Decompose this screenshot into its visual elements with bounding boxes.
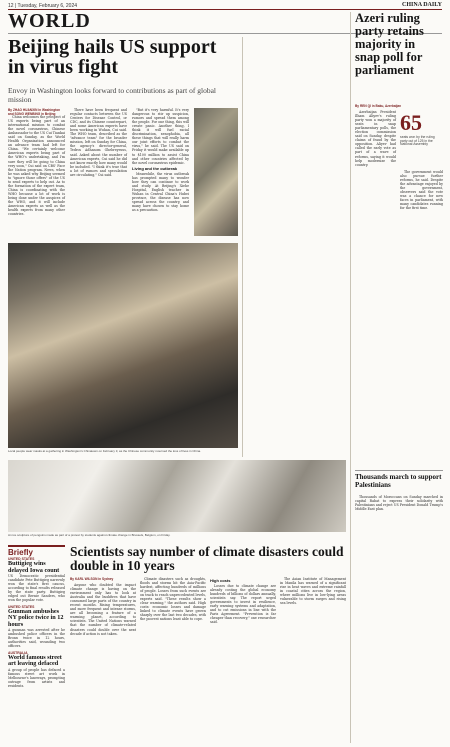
sidebar-byline: By REN QI in Baku, Azerbaijan	[355, 104, 402, 108]
briefly-kicker-1: UNITED STATES	[8, 557, 35, 561]
feature-byline: By KARL WILSON in Sydney	[70, 577, 114, 581]
briefly-body-2: A gunman was arrested after he ambushed police officers in the Bronx twice in 12 hours, authorities said, wounding two officers.	[8, 628, 65, 649]
feature-col-1: Anyone who doubted the impact climate change is having on the environment only has to look at Australia and the bushfires that have consumed large parts of the country in recent months. Rising temperatures, and more frequent and intense storms, are all becoming a feature of a warming planet, according to scientists. The United Nations warned that the number of climate-related disasters could double over the next decade if action is not taken.	[70, 583, 136, 636]
lead-col-1: China welcomes the prospect of US experts being part of an international mission to combat the novel coronavirus, Chinese Ambassador to the US Cui Tiankai said on Sunday, as the World Health Organization announced an advance team had left for China. "We certainly welcome American experts being part of the WHO's undertaking, and I'm sure they will be going to China very soon," Cui said on CBS' Face the Nation program. News, when he was asked why Beijing seemed to "ignore those offers" of the US to send experts to help out. As to the formation of the expert team, China is coordinating with the WHO because a lot of work is being done under the auspices of the WHO, and it will include American experts as well as the health experts from many other countries.	[8, 115, 65, 217]
briefly-box	[8, 545, 65, 745]
briefly-headline-2: Gunman ambushes NY police twice in 12 hours	[8, 607, 64, 628]
lead-headline: Beijing hails US support in virus fight	[8, 36, 217, 78]
lead-photo-side	[194, 108, 238, 236]
briefly-title: Briefly	[8, 548, 33, 557]
briefly-kicker-3: AUSTRALIA	[8, 650, 28, 655]
briefly-body-3: A group of people has defaced a famous street art work in Melbourne's laneways, prompting outrage from artists and residents.	[8, 667, 65, 688]
sidebar-divider	[350, 12, 351, 743]
lead-photo-caption: Local people wear masks at a gathering in Washington's Chinatown on February 3, as the Chinese community mourned the loss of lives in China.	[8, 449, 202, 453]
sidebar-headline: Azeri ruling party retains majority in snap poll for parliament	[355, 11, 424, 77]
sidebar-stat	[400, 110, 443, 147]
briefly-body-1: US Democratic presidential candidate Pete Buttigieg narrowly won the state's first caucus, according to final results released by the state party. Buttigieg edged out Bernie Sanders, who won the popular vote.	[8, 574, 65, 603]
lead-col-2: There have been frequent and regular contacts between the US Centers for Disease Control, or CDC, and its Chinese counterpart, and some American experts have been working in Wuhan, Cui said. The WHO team, described as the "advance team" for the broader mission, left on Sunday for China, the agency's director-general, Tedros Adhanom Ghebreyesus, said. Asked about the number of American experts, Cui said he did not know exactly how many would be included. "I think it's true that a lot of rumors and speculation are circulating," Cui said.	[70, 108, 127, 177]
feature-headline: Scientists say number of climate disasters could double in 10 years	[70, 544, 344, 573]
stat-label: seats won by the ruling party out of 125 in the National Assembly	[400, 135, 435, 147]
feature-subhead: High costs	[210, 578, 231, 583]
masthead-brand: CHINA DAILY	[402, 2, 442, 8]
stat-number: 65	[400, 110, 422, 135]
section-title: WORLD	[8, 10, 91, 32]
lead-subhead: Living and the outbreak	[132, 165, 178, 171]
sidebar-sub-headline: Thousands march to support Palestinians	[355, 473, 442, 489]
briefly-headline-1: Buttigieg wins delayed Iowa count	[8, 560, 60, 574]
sidebar-col-2: The government would also pursue further reforms, he said. Despite the advantage enjoyed by the government, observers said the vote was a chance for new faces in parliament, with many candidates running for the first time.	[400, 170, 443, 211]
feature-photo	[8, 460, 346, 532]
lead-byline: By ZHAO HUANXIN in Washington and SONG WENBING in Beijing	[8, 108, 61, 116]
lead-photo	[8, 243, 238, 448]
feature-photo-caption: An ice sculpture of penguins made as part of a protest by students against climate change in Brussels, Belgium, on Friday.	[8, 533, 171, 537]
sidebar-sub-body: Thousands of Moroccans on Sunday marched in capital Rabat to express their solidarity with Palestinians and reject US President Donald Trump's Middle East plan.	[355, 495, 443, 512]
sidebar-col-1: Azerbaijan President Ilham Aliyev's ruling party won a majority of seats in snap parliamentary polls, the election commission said on Sunday, despite claims of fraud by the opposition. Aliyev had called the early vote as part of a wave of reforms, saying it would help modernize the country.	[355, 110, 396, 167]
lead-deck: Envoy in Washington looks forward to contributions as part of global mission	[8, 86, 216, 104]
feature-col-3: High costs Losses due to climate change are already costing the global economy hundreds of billions of dollars annually, scientists say. The report urged governments to invest in resilience, early warning systems and adaptation, and to cut emissions in line with the Paris Agreement. "Prevention is far cheaper than recovery," one researcher said.	[210, 578, 276, 625]
page-folio: 12 | Tuesday, February 6, 2024	[8, 3, 78, 9]
sidebar-rule	[355, 470, 443, 471]
briefly-kicker-2: UNITED STATES	[8, 604, 35, 609]
lead-col-3: "But it's very harmful. It's very dangerous to stir up suspicion, rumors and spread them among the people. For one thing, this will create panic. Another thing, I think it will fuel racial discrimination, xenophobia, all these things that will really harm our joint efforts to combat the virus," he said. The US said on Friday it would make available up to $100 million to assist China and other countries affected by the novel coronavirus epidemic. Living and the outbreak Meanwhile, the virus outbreak has prompted many to wonder how they can continue to work and study. At Beijing's Xiehe Hospital, English teacher in Wuhan in Central China's Hubei province, the disease has now spread across the country, and many have chosen to stay home as a precaution.	[132, 108, 189, 213]
briefly-headline-3: World famous street art leaving defaced	[8, 653, 62, 668]
feature-col-2: Climate disasters such as droughts, floods and storms hit the Asia-Pacific hardest, affecting hundreds of millions of people. Losses from such events are on track to reach unprecedented levels, experts said. "These results show a clear warning," the authors said. High costs: economic losses and damage linked to climate events have grown sharply over the last two decades, with the poorest nations least able to cope.	[140, 577, 206, 622]
feature-col-4: The Asian Institute of Management in Manila has warned of a significant rise in heat waves and extreme rainfall in coastal cities across the region, where millions live in low-lying areas vulnerable to storm surges and rising sea levels.	[280, 577, 346, 606]
column-divider	[242, 37, 243, 457]
